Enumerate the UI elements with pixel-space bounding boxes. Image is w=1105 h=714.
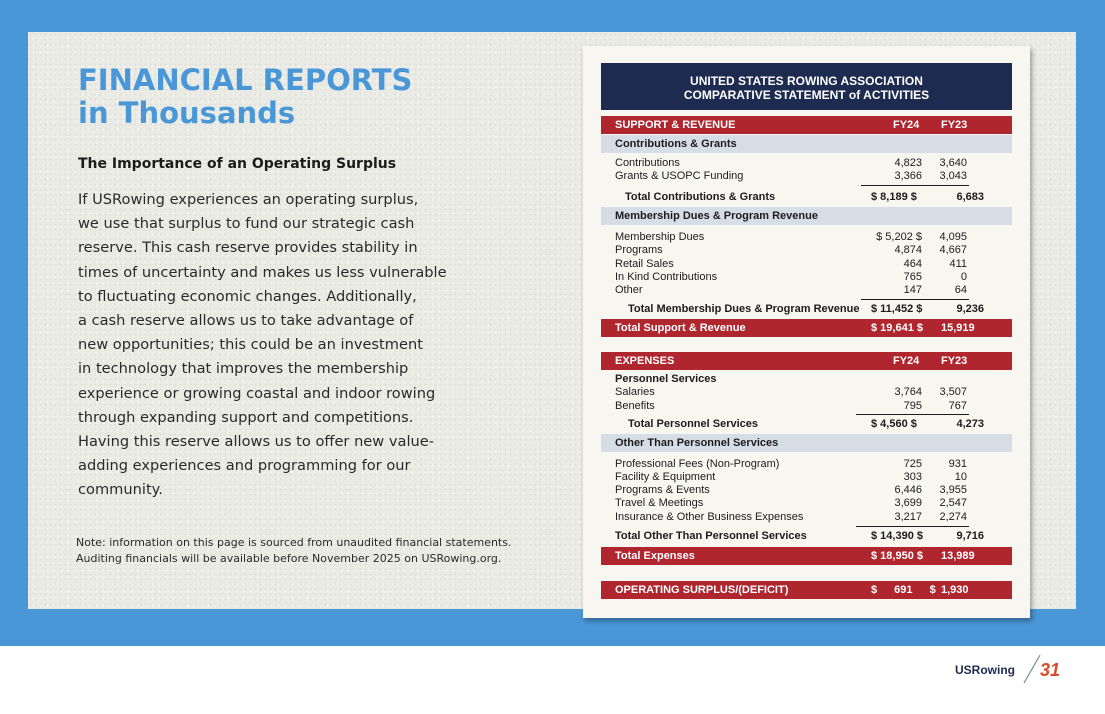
row-label: Membership Dues: [615, 231, 705, 243]
body-line: to fluctuating economic changes. Additionally,: [78, 287, 417, 305]
row-label: Programs & Events: [615, 484, 710, 496]
subtotal-rule: [861, 299, 969, 300]
total-expenses-fy24: $ 18,950 $: [871, 550, 923, 562]
row-fy23-value: 64: [954, 284, 967, 296]
row-fy23-value: 3,640: [939, 157, 967, 169]
body-line: we use that surplus to fund our strategic cash: [78, 215, 415, 233]
row-fy24-value: 3,217: [894, 511, 922, 523]
body-line: If USRowing experiences an operating surplus,: [78, 191, 419, 208]
row-fy24-value: 303: [903, 471, 922, 483]
total-label: Total Contributions & Grants: [625, 191, 776, 203]
usrowing-logo: USRowing: [955, 663, 1015, 677]
note-line: Auditing financials will be available before November 2025 on USRowing.org.: [76, 552, 502, 565]
operating-surplus-bar: [601, 581, 1012, 599]
row-fy23-value: 931: [948, 458, 967, 470]
total-support-label: Total Support & Revenue: [615, 322, 746, 334]
page-number: 31: [1040, 660, 1061, 680]
row-fy24-value: 6,446: [894, 484, 922, 496]
total-expenses-fy23: 13,989: [941, 550, 975, 562]
body-line: reserve. This cash reserve provides stability in: [78, 239, 418, 257]
table-row: [615, 258, 969, 271]
col-fy23-label: FY23: [941, 119, 968, 131]
section-subheading: The Importance of an Operating Surplus: [78, 156, 397, 172]
row-fy23-value: 3,043: [939, 170, 967, 182]
row-fy24-value: $ 5,202 $: [876, 231, 922, 243]
other-services-header: [601, 434, 1012, 452]
note-line: Note: information on this page is sourced from unaudited financial statements.: [76, 536, 512, 549]
body-line: new opportunities; this could be an investment: [78, 336, 423, 354]
operating-surplus-fy23: 1,930: [941, 584, 969, 596]
total-row: [601, 529, 1012, 544]
total-fy23-value: 6,683: [956, 191, 984, 203]
row-fy24-value: 725: [903, 458, 922, 470]
body-line: community.: [78, 481, 163, 499]
row-label: Benefits: [615, 400, 655, 412]
total-row: [601, 417, 1012, 432]
personnel-header: [615, 373, 969, 386]
row-label: Other: [615, 284, 643, 296]
total-fy24-value: $ 4,560 $: [871, 418, 917, 430]
divider-slash-icon: [1022, 654, 1042, 684]
table-row: [615, 284, 969, 297]
row-fy24-value: 147: [903, 284, 922, 296]
total-fy23-value: 9,716: [956, 530, 984, 542]
body-line: through expanding support and competitions.: [78, 408, 414, 426]
table-row: [615, 471, 969, 484]
contributions-header-label: Contributions & Grants: [615, 138, 737, 150]
body-line: Having this reserve allows us to offer new value-: [78, 433, 434, 451]
row-fy24-value: 3,764: [894, 386, 922, 398]
row-fy24-value: 3,699: [894, 497, 922, 509]
table-row: [615, 386, 969, 399]
body-line: times of uncertainty and makes us less vulnerable: [78, 263, 447, 281]
row-label: Travel & Meetings: [615, 497, 704, 509]
body-line: in technology that improves the membership: [78, 360, 409, 378]
table-row: [615, 497, 969, 510]
body-line: a cash reserve allows us to take advantage of: [78, 312, 414, 330]
total-fy23-value: 9,236: [956, 303, 984, 315]
total-support-fy24: $ 19,641 $: [871, 322, 923, 334]
row-label: Contributions: [615, 157, 680, 169]
personnel-header-label: Personnel Services: [615, 373, 717, 385]
total-support-fy23: 15,919: [941, 322, 975, 334]
operating-surplus-label: OPERATING SURPLUS/(DEFICIT): [615, 584, 789, 596]
col-fy23-label: FY23: [941, 355, 968, 367]
row-label: Facility & Equipment: [615, 471, 716, 483]
total-label: Total Personnel Services: [628, 418, 759, 430]
page-title-line-1: FINANCIAL REPORTS: [78, 63, 413, 97]
row-fy23-value: 4,095: [939, 231, 967, 243]
membership-header-label: Membership Dues & Program Revenue: [615, 210, 818, 222]
table-row: [615, 484, 969, 497]
table-row: [615, 157, 969, 170]
total-support-bar: [601, 319, 1012, 337]
operating-surplus-fy24: $ 691 $: [871, 584, 936, 596]
row-label: Grants & USOPC Funding: [615, 170, 744, 182]
table-row: [615, 400, 969, 413]
total-row: [601, 190, 1012, 205]
table-row: [615, 511, 969, 524]
total-fy23-value: 4,273: [956, 418, 984, 430]
statement-title-line-2: COMPARATIVE STATEMENT of ACTIVITIES: [683, 88, 930, 102]
body-paragraph: [78, 188, 498, 503]
body-line: adding experiences and programming for our: [78, 457, 411, 475]
table-row: [615, 458, 969, 471]
table-row: [615, 231, 969, 244]
row-fy23-value: 2,274: [939, 511, 967, 523]
row-label: Salaries: [615, 386, 655, 398]
row-fy23-value: 0: [960, 271, 967, 283]
page-title: [78, 64, 412, 130]
support-revenue-label: SUPPORT & REVENUE: [615, 119, 736, 131]
row-label: Professional Fees (Non-Program): [615, 458, 780, 470]
col-fy24-label: FY24: [893, 355, 920, 367]
subtotal-rule: [861, 185, 969, 186]
col-fy24-label: FY24: [893, 119, 920, 131]
expenses-label: EXPENSES: [615, 355, 675, 367]
row-fy23-value: 3,955: [939, 484, 967, 496]
total-fy24-value: $ 11,452 $: [871, 303, 923, 315]
source-note: [76, 535, 511, 567]
total-expenses-label: Total Expenses: [615, 550, 695, 562]
membership-header: [601, 207, 1012, 225]
row-fy24-value: 4,823: [894, 157, 922, 169]
row-fy23-value: 3,507: [939, 386, 967, 398]
row-fy23-value: 2,547: [939, 497, 967, 509]
row-label: Insurance & Other Business Expenses: [615, 511, 804, 523]
row-fy24-value: 464: [903, 258, 922, 270]
statement-title-bar: [601, 63, 1012, 110]
row-label: Programs: [615, 244, 663, 256]
other-services-header-label: Other Than Personnel Services: [615, 437, 779, 449]
table-row: [615, 271, 969, 284]
total-label: Total Other Than Personnel Services: [615, 530, 807, 542]
row-fy24-value: 765: [903, 271, 922, 283]
total-row: [601, 302, 1012, 317]
row-fy24-value: 795: [903, 400, 922, 412]
statement-title-line-1: UNITED STATES ROWING ASSOCIATION: [690, 74, 923, 88]
table-row: [615, 244, 969, 257]
contributions-header: [601, 135, 1012, 153]
support-revenue-header: [601, 116, 1012, 134]
row-fy24-value: 4,874: [894, 244, 922, 256]
subtotal-rule: [856, 414, 969, 415]
subtotal-rule: [856, 526, 969, 527]
row-fy23-value: 4,667: [939, 244, 967, 256]
total-expenses-bar: [601, 547, 1012, 565]
row-fy24-value: 3,366: [894, 170, 922, 182]
total-label: Total Membership Dues & Program Revenue: [628, 303, 860, 315]
row-fy23-value: 411: [949, 258, 967, 270]
total-fy24-value: $ 8,189 $: [871, 191, 917, 203]
total-fy24-value: $ 14,390 $: [871, 530, 923, 542]
page-title-line-2: in Thousands: [78, 96, 296, 130]
expenses-header: [601, 352, 1012, 370]
body-line: experience or growing coastal and indoor rowing: [78, 384, 436, 402]
row-label: Retail Sales: [615, 258, 674, 270]
financial-statement-card: [583, 46, 1030, 618]
table-row: [615, 170, 969, 183]
row-fy23-value: 767: [948, 400, 967, 412]
row-label: In Kind Contributions: [615, 271, 718, 283]
row-fy23-value: 10: [954, 471, 967, 483]
